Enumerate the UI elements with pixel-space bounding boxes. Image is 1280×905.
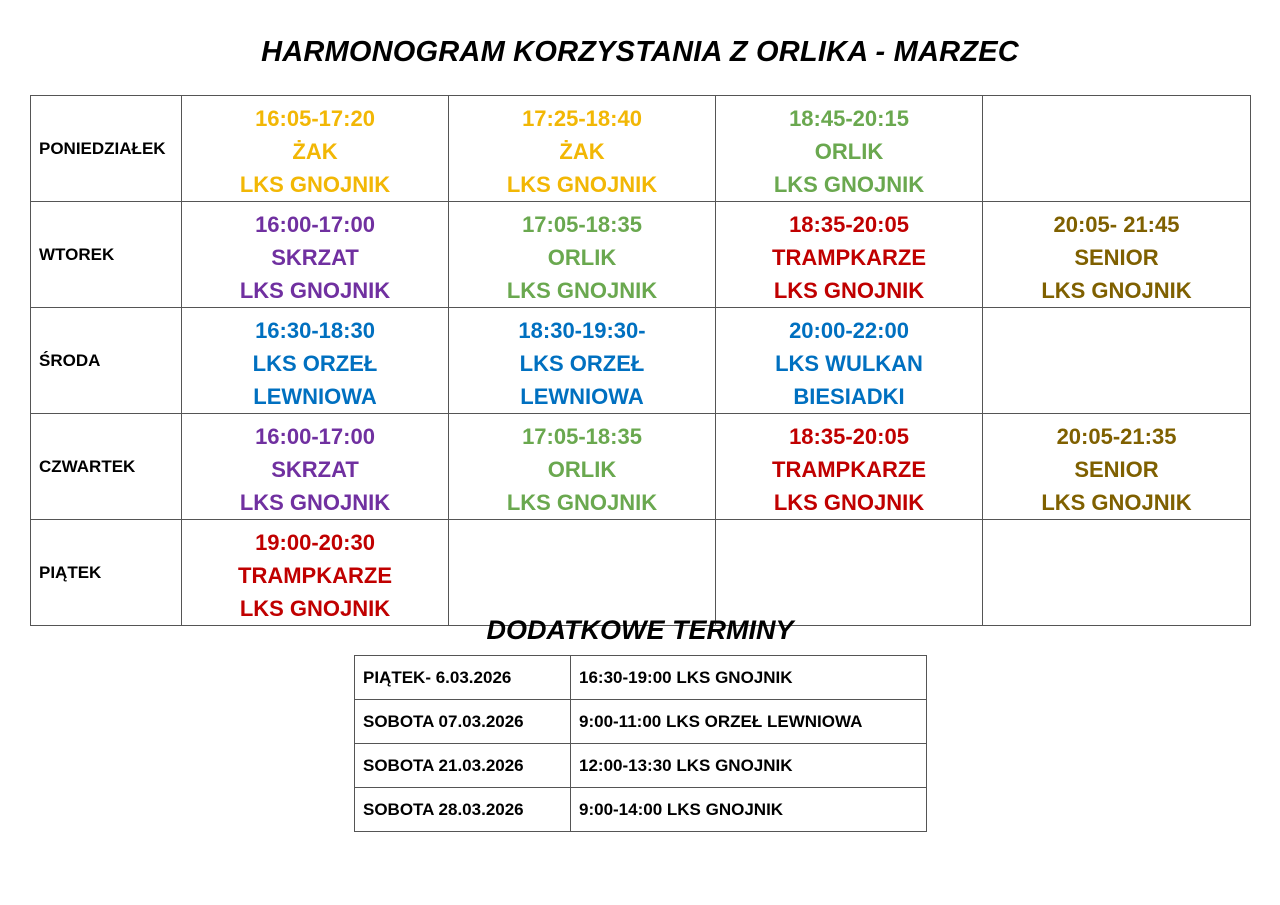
slot-time: 17:05-18:35	[522, 212, 642, 237]
slot-group: TRAMPKARZE	[772, 245, 926, 270]
schedule-row	[31, 96, 1251, 202]
slot-group: ORLIK	[814, 139, 884, 164]
slot-time: 20:05-21:35	[1056, 424, 1177, 449]
schedule-slot	[449, 414, 716, 520]
empty-slot	[983, 308, 1251, 414]
extra-terms-table	[354, 655, 927, 832]
slot-club: LKS GNOJNIK	[239, 172, 391, 197]
empty-slot	[716, 520, 983, 626]
slot-club: LKS GNOJNIK	[773, 490, 925, 515]
extra-date: PIĄTEK- 6.03.2026	[355, 656, 571, 700]
day-label: PONIEDZIAŁEK	[31, 96, 182, 202]
extra-info: 9:00-11:00 LKS ORZEŁ LEWNIOWA	[571, 700, 927, 744]
slot-club: LKS GNOJNIK	[1041, 278, 1192, 303]
schedule-slot	[716, 202, 983, 308]
page-title: HARMONOGRAM KORZYSTANIA Z ORLIKA - MARZEC	[261, 36, 1019, 68]
slot-group: ORLIK	[547, 457, 617, 482]
extra-date: SOBOTA 07.03.2026	[355, 700, 571, 744]
schedule-slot	[182, 414, 449, 520]
slot-group: LKS WULKAN	[775, 351, 923, 376]
slot-group: SKRZAT	[271, 457, 359, 482]
schedule-slot	[716, 308, 983, 414]
slot-time: 18:30-19:30-	[518, 318, 646, 343]
schedule-row	[31, 520, 1251, 626]
slot-group: TRAMPKARZE	[238, 563, 392, 588]
slot-club: LKS GNOJNIK	[506, 278, 658, 303]
slot-club: LEWNIOWA	[253, 384, 377, 409]
slot-group: SENIOR	[1074, 245, 1159, 270]
slot-group: TRAMPKARZE	[772, 457, 926, 482]
day-label: PIĄTEK	[31, 520, 182, 626]
extra-info: 12:00-13:30 LKS GNOJNIK	[571, 744, 927, 788]
extra-row	[355, 744, 927, 788]
schedule-slot	[449, 308, 716, 414]
extra-date: SOBOTA 21.03.2026	[355, 744, 571, 788]
schedule-row	[31, 414, 1251, 520]
slot-club: LKS GNOJNIK	[506, 172, 658, 197]
schedule-table	[30, 95, 1251, 626]
day-label: WTOREK	[31, 202, 182, 308]
slot-club: LKS GNOJNIK	[773, 172, 925, 197]
slot-group: SENIOR	[1074, 457, 1159, 482]
slot-group: ORLIK	[547, 245, 617, 270]
slot-club: LKS GNOJNIK	[239, 278, 391, 303]
extra-row	[355, 656, 927, 700]
slot-time: 18:35-20:05	[789, 424, 909, 449]
slot-group: LKS ORZEŁ	[252, 351, 378, 376]
slot-club: LKS GNOJNIK	[1041, 490, 1192, 515]
extra-info: 16:30-19:00 LKS GNOJNIK	[571, 656, 927, 700]
schedule-slot	[182, 308, 449, 414]
schedule-slot	[449, 202, 716, 308]
slot-group: ŻAK	[559, 139, 605, 164]
slot-group: ŻAK	[292, 139, 338, 164]
slot-time: 17:05-18:35	[522, 424, 642, 449]
extra-row	[355, 700, 927, 744]
slot-time: 17:25-18:40	[522, 106, 642, 131]
schedule-row	[31, 202, 1251, 308]
day-label: CZWARTEK	[31, 414, 182, 520]
slot-club: LKS GNOJNIK	[506, 490, 658, 515]
empty-slot	[983, 520, 1251, 626]
slot-group: LKS ORZEŁ	[519, 351, 645, 376]
extra-terms-title: DODATKOWE TERMINY	[486, 615, 794, 645]
slot-time: 16:30-18:30	[255, 318, 375, 343]
slot-time: 20:00-22:00	[789, 318, 909, 343]
schedule-slot	[182, 96, 449, 202]
extra-date: SOBOTA 28.03.2026	[355, 788, 571, 832]
slot-club: LKS GNOJNIK	[239, 490, 391, 515]
day-label: ŚRODA	[31, 308, 182, 414]
slot-time: 16:00-17:00	[255, 212, 375, 237]
schedule-slot	[716, 414, 983, 520]
extra-row	[355, 788, 927, 832]
slot-club: LKS GNOJNIK	[239, 596, 391, 621]
schedule-row	[31, 308, 1251, 414]
slot-time: 16:05-17:20	[255, 106, 375, 131]
slot-club: BIESIADKI	[793, 384, 905, 409]
schedule-slot	[983, 414, 1251, 520]
schedule-slot	[983, 202, 1251, 308]
slot-time: 16:00-17:00	[255, 424, 375, 449]
empty-slot	[983, 96, 1251, 202]
schedule-slot	[182, 202, 449, 308]
empty-slot	[449, 520, 716, 626]
slot-time: 20:05- 21:45	[1053, 212, 1180, 237]
extra-info: 9:00-14:00 LKS GNOJNIK	[571, 788, 927, 832]
slot-club: LKS GNOJNIK	[773, 278, 925, 303]
schedule-slot	[449, 96, 716, 202]
slot-time: 18:35-20:05	[789, 212, 909, 237]
slot-group: SKRZAT	[271, 245, 359, 270]
schedule-slot	[716, 96, 983, 202]
schedule-slot	[182, 520, 449, 626]
slot-time: 18:45-20:15	[789, 106, 909, 131]
slot-club: LEWNIOWA	[520, 384, 644, 409]
slot-time: 19:00-20:30	[255, 530, 375, 555]
